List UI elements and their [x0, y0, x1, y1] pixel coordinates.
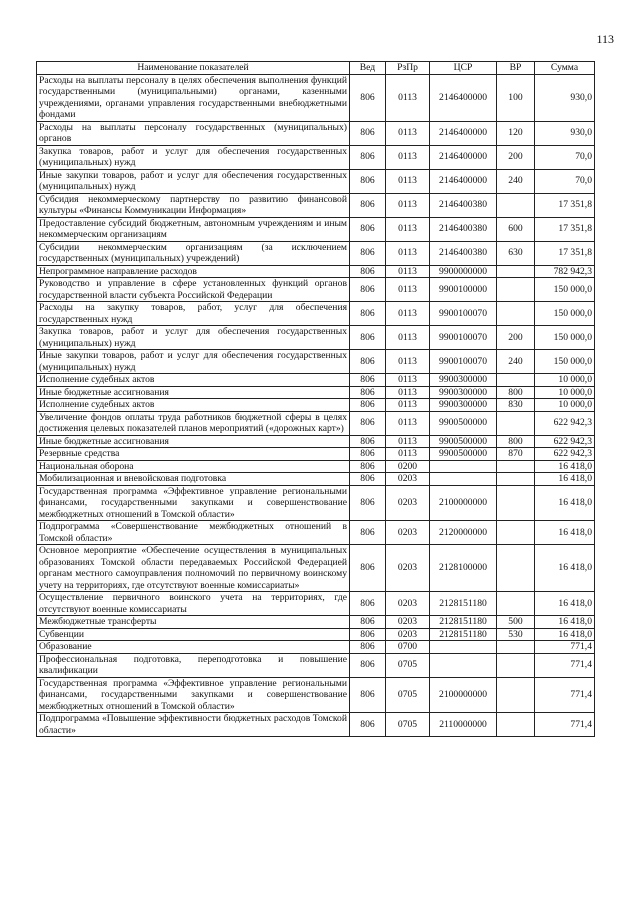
- cell-csr: 2128151180: [430, 616, 497, 629]
- cell-rzpr: 0203: [386, 521, 430, 545]
- cell-ved: 806: [350, 592, 386, 616]
- cell-ved: 806: [350, 641, 386, 654]
- cell-vr: 800: [497, 435, 535, 448]
- cell-csr: [430, 641, 497, 654]
- cell-name: Закупка товаров, работ и услуг для обеспечения государственных (муниципальных) нужд: [37, 145, 350, 169]
- table-row: [37, 350, 595, 374]
- cell-vr: [497, 193, 535, 217]
- table-row: [37, 592, 595, 616]
- table-row: [37, 677, 595, 713]
- cell-ved: 806: [350, 74, 386, 121]
- cell-name: Осуществление первичного воинского учета на территориях, где отсутствуют военные комиссариаты: [37, 592, 350, 616]
- cell-name: Национальная оборона: [37, 460, 350, 473]
- cell-name: Исполнение судебных актов: [37, 399, 350, 412]
- cell-vr: [497, 485, 535, 521]
- table-row: [37, 241, 595, 265]
- header-name: Наименование показателей: [37, 62, 350, 75]
- cell-csr: [430, 473, 497, 486]
- table-row: [37, 145, 595, 169]
- cell-rzpr: 0113: [386, 145, 430, 169]
- cell-ved: 806: [350, 278, 386, 302]
- cell-csr: 9900100000: [430, 278, 497, 302]
- table-row: [37, 448, 595, 461]
- budget-table: [36, 61, 595, 737]
- cell-csr: 2128151180: [430, 628, 497, 641]
- table-row: [37, 399, 595, 412]
- cell-csr: 2146400000: [430, 145, 497, 169]
- cell-sum: 771,4: [535, 677, 595, 713]
- cell-ved: 806: [350, 374, 386, 387]
- cell-rzpr: 0113: [386, 435, 430, 448]
- cell-name: Образование: [37, 641, 350, 654]
- table-row: [37, 217, 595, 241]
- cell-vr: [497, 653, 535, 677]
- cell-rzpr: 0113: [386, 278, 430, 302]
- table-row: [37, 521, 595, 545]
- cell-sum: 70,0: [535, 169, 595, 193]
- cell-csr: 2146400380: [430, 217, 497, 241]
- cell-ved: 806: [350, 121, 386, 145]
- cell-name: Субвенции: [37, 628, 350, 641]
- cell-csr: 9900500000: [430, 411, 497, 435]
- cell-sum: 16 418,0: [535, 485, 595, 521]
- cell-sum: 16 418,0: [535, 460, 595, 473]
- cell-vr: 830: [497, 399, 535, 412]
- cell-name: Государственная программа «Эффективное управление региональными финансами, государственными закупками и совершенствование межбюджетных отношений в Томской области»: [37, 485, 350, 521]
- cell-csr: 9900000000: [430, 265, 497, 278]
- table-header-row: [37, 62, 595, 75]
- cell-vr: 200: [497, 145, 535, 169]
- cell-vr: [497, 460, 535, 473]
- cell-csr: 9900500000: [430, 448, 497, 461]
- cell-csr: [430, 460, 497, 473]
- cell-rzpr: 0113: [386, 386, 430, 399]
- cell-vr: [497, 411, 535, 435]
- cell-vr: 100: [497, 74, 535, 121]
- cell-rzpr: 0113: [386, 399, 430, 412]
- cell-sum: 10 000,0: [535, 386, 595, 399]
- table-row: [37, 121, 595, 145]
- header-csr: ЦСР: [430, 62, 497, 75]
- cell-rzpr: 0705: [386, 713, 430, 737]
- cell-rzpr: 0113: [386, 374, 430, 387]
- cell-vr: 120: [497, 121, 535, 145]
- cell-vr: 240: [497, 350, 535, 374]
- table-row: [37, 411, 595, 435]
- cell-rzpr: 0113: [386, 74, 430, 121]
- cell-rzpr: 0203: [386, 616, 430, 629]
- cell-sum: 782 942,3: [535, 265, 595, 278]
- cell-name: Основное мероприятие «Обеспечение осуществления в муниципальных образованиях Томской области передаваемых Российской Федерацией органам местного самоуправления полномочий по первичному воинскому учету на территориях, где отсутствуют военные комиссариаты»: [37, 545, 350, 592]
- cell-sum: 17 351,8: [535, 193, 595, 217]
- cell-sum: 16 418,0: [535, 616, 595, 629]
- cell-name: Расходы на закупку товаров, работ, услуг для обеспечения государственных нужд: [37, 302, 350, 326]
- cell-name: Субсидии некоммерческим организациям (за исключением государственных (муниципальных) учреждений): [37, 241, 350, 265]
- cell-ved: 806: [350, 448, 386, 461]
- cell-sum: 150 000,0: [535, 350, 595, 374]
- cell-name: Профессиональная подготовка, переподготовка и повышение квалификации: [37, 653, 350, 677]
- cell-csr: 9900100070: [430, 302, 497, 326]
- cell-ved: 806: [350, 473, 386, 486]
- cell-csr: 2146400380: [430, 193, 497, 217]
- cell-sum: 930,0: [535, 74, 595, 121]
- cell-vr: [497, 713, 535, 737]
- cell-sum: 17 351,8: [535, 241, 595, 265]
- cell-name: Иные бюджетные ассигнования: [37, 386, 350, 399]
- cell-rzpr: 0113: [386, 448, 430, 461]
- table-row: [37, 473, 595, 486]
- cell-ved: 806: [350, 677, 386, 713]
- cell-csr: 2120000000: [430, 521, 497, 545]
- cell-sum: 17 351,8: [535, 217, 595, 241]
- cell-vr: [497, 677, 535, 713]
- cell-ved: 806: [350, 193, 386, 217]
- cell-rzpr: 0700: [386, 641, 430, 654]
- cell-ved: 806: [350, 241, 386, 265]
- table-row: [37, 278, 595, 302]
- cell-vr: 530: [497, 628, 535, 641]
- cell-ved: 806: [350, 616, 386, 629]
- cell-csr: 9900300000: [430, 386, 497, 399]
- header-vr: ВР: [497, 62, 535, 75]
- cell-csr: 2146400000: [430, 121, 497, 145]
- cell-sum: 10 000,0: [535, 399, 595, 412]
- cell-vr: [497, 374, 535, 387]
- cell-vr: [497, 545, 535, 592]
- table-row: [37, 545, 595, 592]
- cell-ved: 806: [350, 350, 386, 374]
- cell-vr: [497, 278, 535, 302]
- table-row: [37, 374, 595, 387]
- cell-vr: 500: [497, 616, 535, 629]
- cell-sum: 622 942,3: [535, 435, 595, 448]
- cell-csr: 2128100000: [430, 545, 497, 592]
- table-row: [37, 169, 595, 193]
- cell-sum: 771,4: [535, 713, 595, 737]
- cell-csr: 2146400000: [430, 169, 497, 193]
- cell-rzpr: 0203: [386, 628, 430, 641]
- cell-sum: 10 000,0: [535, 374, 595, 387]
- cell-rzpr: 0113: [386, 193, 430, 217]
- cell-rzpr: 0113: [386, 411, 430, 435]
- cell-name: Расходы на выплаты персоналу в целях обеспечения выполнения функций государственными (муниципальными) органами, казенными учреждениями, органами управления государственными внебюджетными фондами: [37, 74, 350, 121]
- table-row: [37, 302, 595, 326]
- cell-rzpr: 0203: [386, 473, 430, 486]
- cell-sum: 70,0: [535, 145, 595, 169]
- header-rzpr: РзПр: [386, 62, 430, 75]
- cell-rzpr: 0113: [386, 241, 430, 265]
- cell-name: Расходы на выплаты персоналу государственных (муниципальных) органов: [37, 121, 350, 145]
- table-row: [37, 713, 595, 737]
- table-row: [37, 485, 595, 521]
- cell-csr: 9900300000: [430, 374, 497, 387]
- cell-sum: 622 942,3: [535, 411, 595, 435]
- cell-name: Иные закупки товаров, работ и услуг для обеспечения государственных (муниципальных) нужд: [37, 350, 350, 374]
- cell-rzpr: 0705: [386, 653, 430, 677]
- cell-vr: [497, 641, 535, 654]
- cell-rzpr: 0203: [386, 592, 430, 616]
- cell-vr: [497, 592, 535, 616]
- header-sum: Сумма: [535, 62, 595, 75]
- cell-csr: 2100000000: [430, 485, 497, 521]
- table-row: [37, 74, 595, 121]
- cell-sum: 771,4: [535, 641, 595, 654]
- cell-ved: 806: [350, 460, 386, 473]
- cell-ved: 806: [350, 713, 386, 737]
- cell-name: Резервные средства: [37, 448, 350, 461]
- table-row: [37, 460, 595, 473]
- cell-name: Мобилизационная и вневойсковая подготовка: [37, 473, 350, 486]
- cell-ved: 806: [350, 169, 386, 193]
- cell-name: Государственная программа «Эффективное управление региональными финансами, государственными закупками и совершенствование межбюджетных отношений в Томской области»: [37, 677, 350, 713]
- table-row: [37, 641, 595, 654]
- cell-ved: 806: [350, 386, 386, 399]
- header-ved: Вед: [350, 62, 386, 75]
- cell-name: Непрограммное направление расходов: [37, 265, 350, 278]
- cell-rzpr: 0113: [386, 302, 430, 326]
- cell-vr: 870: [497, 448, 535, 461]
- cell-sum: 150 000,0: [535, 302, 595, 326]
- cell-sum: 150 000,0: [535, 326, 595, 350]
- cell-csr: 9900300000: [430, 399, 497, 412]
- cell-name: Предоставление субсидий бюджетным, автономным учреждениям и иным некоммерческим организациям: [37, 217, 350, 241]
- cell-rzpr: 0113: [386, 121, 430, 145]
- cell-ved: 806: [350, 326, 386, 350]
- cell-name: Субсидия некоммерческому партнерству по развитию финансовой культуры «Финансы Коммуникации Информация»: [37, 193, 350, 217]
- cell-ved: 806: [350, 145, 386, 169]
- cell-sum: 16 418,0: [535, 521, 595, 545]
- cell-vr: 240: [497, 169, 535, 193]
- cell-rzpr: 0705: [386, 677, 430, 713]
- table-row: [37, 326, 595, 350]
- cell-sum: 622 942,3: [535, 448, 595, 461]
- cell-vr: [497, 521, 535, 545]
- cell-rzpr: 0113: [386, 169, 430, 193]
- table-row: [37, 386, 595, 399]
- cell-ved: 806: [350, 399, 386, 412]
- cell-rzpr: 0113: [386, 217, 430, 241]
- cell-csr: 9900100070: [430, 326, 497, 350]
- cell-vr: 800: [497, 386, 535, 399]
- cell-ved: 806: [350, 411, 386, 435]
- table-row: [37, 616, 595, 629]
- cell-csr: 2128151180: [430, 592, 497, 616]
- cell-csr: 9900500000: [430, 435, 497, 448]
- table-row: [37, 435, 595, 448]
- cell-csr: 9900100070: [430, 350, 497, 374]
- table-row: [37, 628, 595, 641]
- cell-vr: 600: [497, 217, 535, 241]
- cell-sum: 16 418,0: [535, 592, 595, 616]
- cell-ved: 806: [350, 628, 386, 641]
- cell-name: Межбюджетные трансферты: [37, 616, 350, 629]
- cell-name: Иные закупки товаров, работ и услуг для обеспечения государственных (муниципальных) нужд: [37, 169, 350, 193]
- cell-name: Руководство и управление в сфере установленных функций органов государственной власти субъекта Российской Федерации: [37, 278, 350, 302]
- cell-rzpr: 0203: [386, 485, 430, 521]
- cell-name: Подпрограмма «Повышение эффективности бюджетных расходов Томской области»: [37, 713, 350, 737]
- cell-ved: 806: [350, 217, 386, 241]
- cell-vr: [497, 473, 535, 486]
- cell-sum: 771,4: [535, 653, 595, 677]
- cell-name: Увеличение фондов оплаты труда работников бюджетной сферы в целях достижения целевых показателей планов мероприятий («дорожных карт»): [37, 411, 350, 435]
- cell-sum: 16 418,0: [535, 545, 595, 592]
- cell-name: Подпрограмма «Совершенствование межбюджетных отношений в Томской области»: [37, 521, 350, 545]
- page-number: 113: [596, 32, 614, 46]
- cell-sum: 150 000,0: [535, 278, 595, 302]
- cell-name: Иные бюджетные ассигнования: [37, 435, 350, 448]
- cell-vr: [497, 265, 535, 278]
- cell-sum: 16 418,0: [535, 628, 595, 641]
- table-row: [37, 653, 595, 677]
- cell-rzpr: 0113: [386, 350, 430, 374]
- cell-ved: 806: [350, 265, 386, 278]
- cell-name: Исполнение судебных актов: [37, 374, 350, 387]
- cell-csr: 2146400380: [430, 241, 497, 265]
- table-row: [37, 193, 595, 217]
- cell-csr: 2100000000: [430, 677, 497, 713]
- cell-ved: 806: [350, 302, 386, 326]
- cell-ved: 806: [350, 435, 386, 448]
- cell-rzpr: 0203: [386, 545, 430, 592]
- cell-csr: 2146400000: [430, 74, 497, 121]
- cell-rzpr: 0200: [386, 460, 430, 473]
- cell-vr: 200: [497, 326, 535, 350]
- cell-sum: 930,0: [535, 121, 595, 145]
- cell-ved: 806: [350, 653, 386, 677]
- cell-csr: [430, 653, 497, 677]
- cell-ved: 806: [350, 521, 386, 545]
- cell-ved: 806: [350, 545, 386, 592]
- cell-csr: 2110000000: [430, 713, 497, 737]
- cell-vr: [497, 302, 535, 326]
- cell-rzpr: 0113: [386, 265, 430, 278]
- table-row: [37, 265, 595, 278]
- cell-ved: 806: [350, 485, 386, 521]
- cell-vr: 630: [497, 241, 535, 265]
- cell-sum: 16 418,0: [535, 473, 595, 486]
- cell-name: Закупка товаров, работ и услуг для обеспечения государственных (муниципальных) нужд: [37, 326, 350, 350]
- cell-rzpr: 0113: [386, 326, 430, 350]
